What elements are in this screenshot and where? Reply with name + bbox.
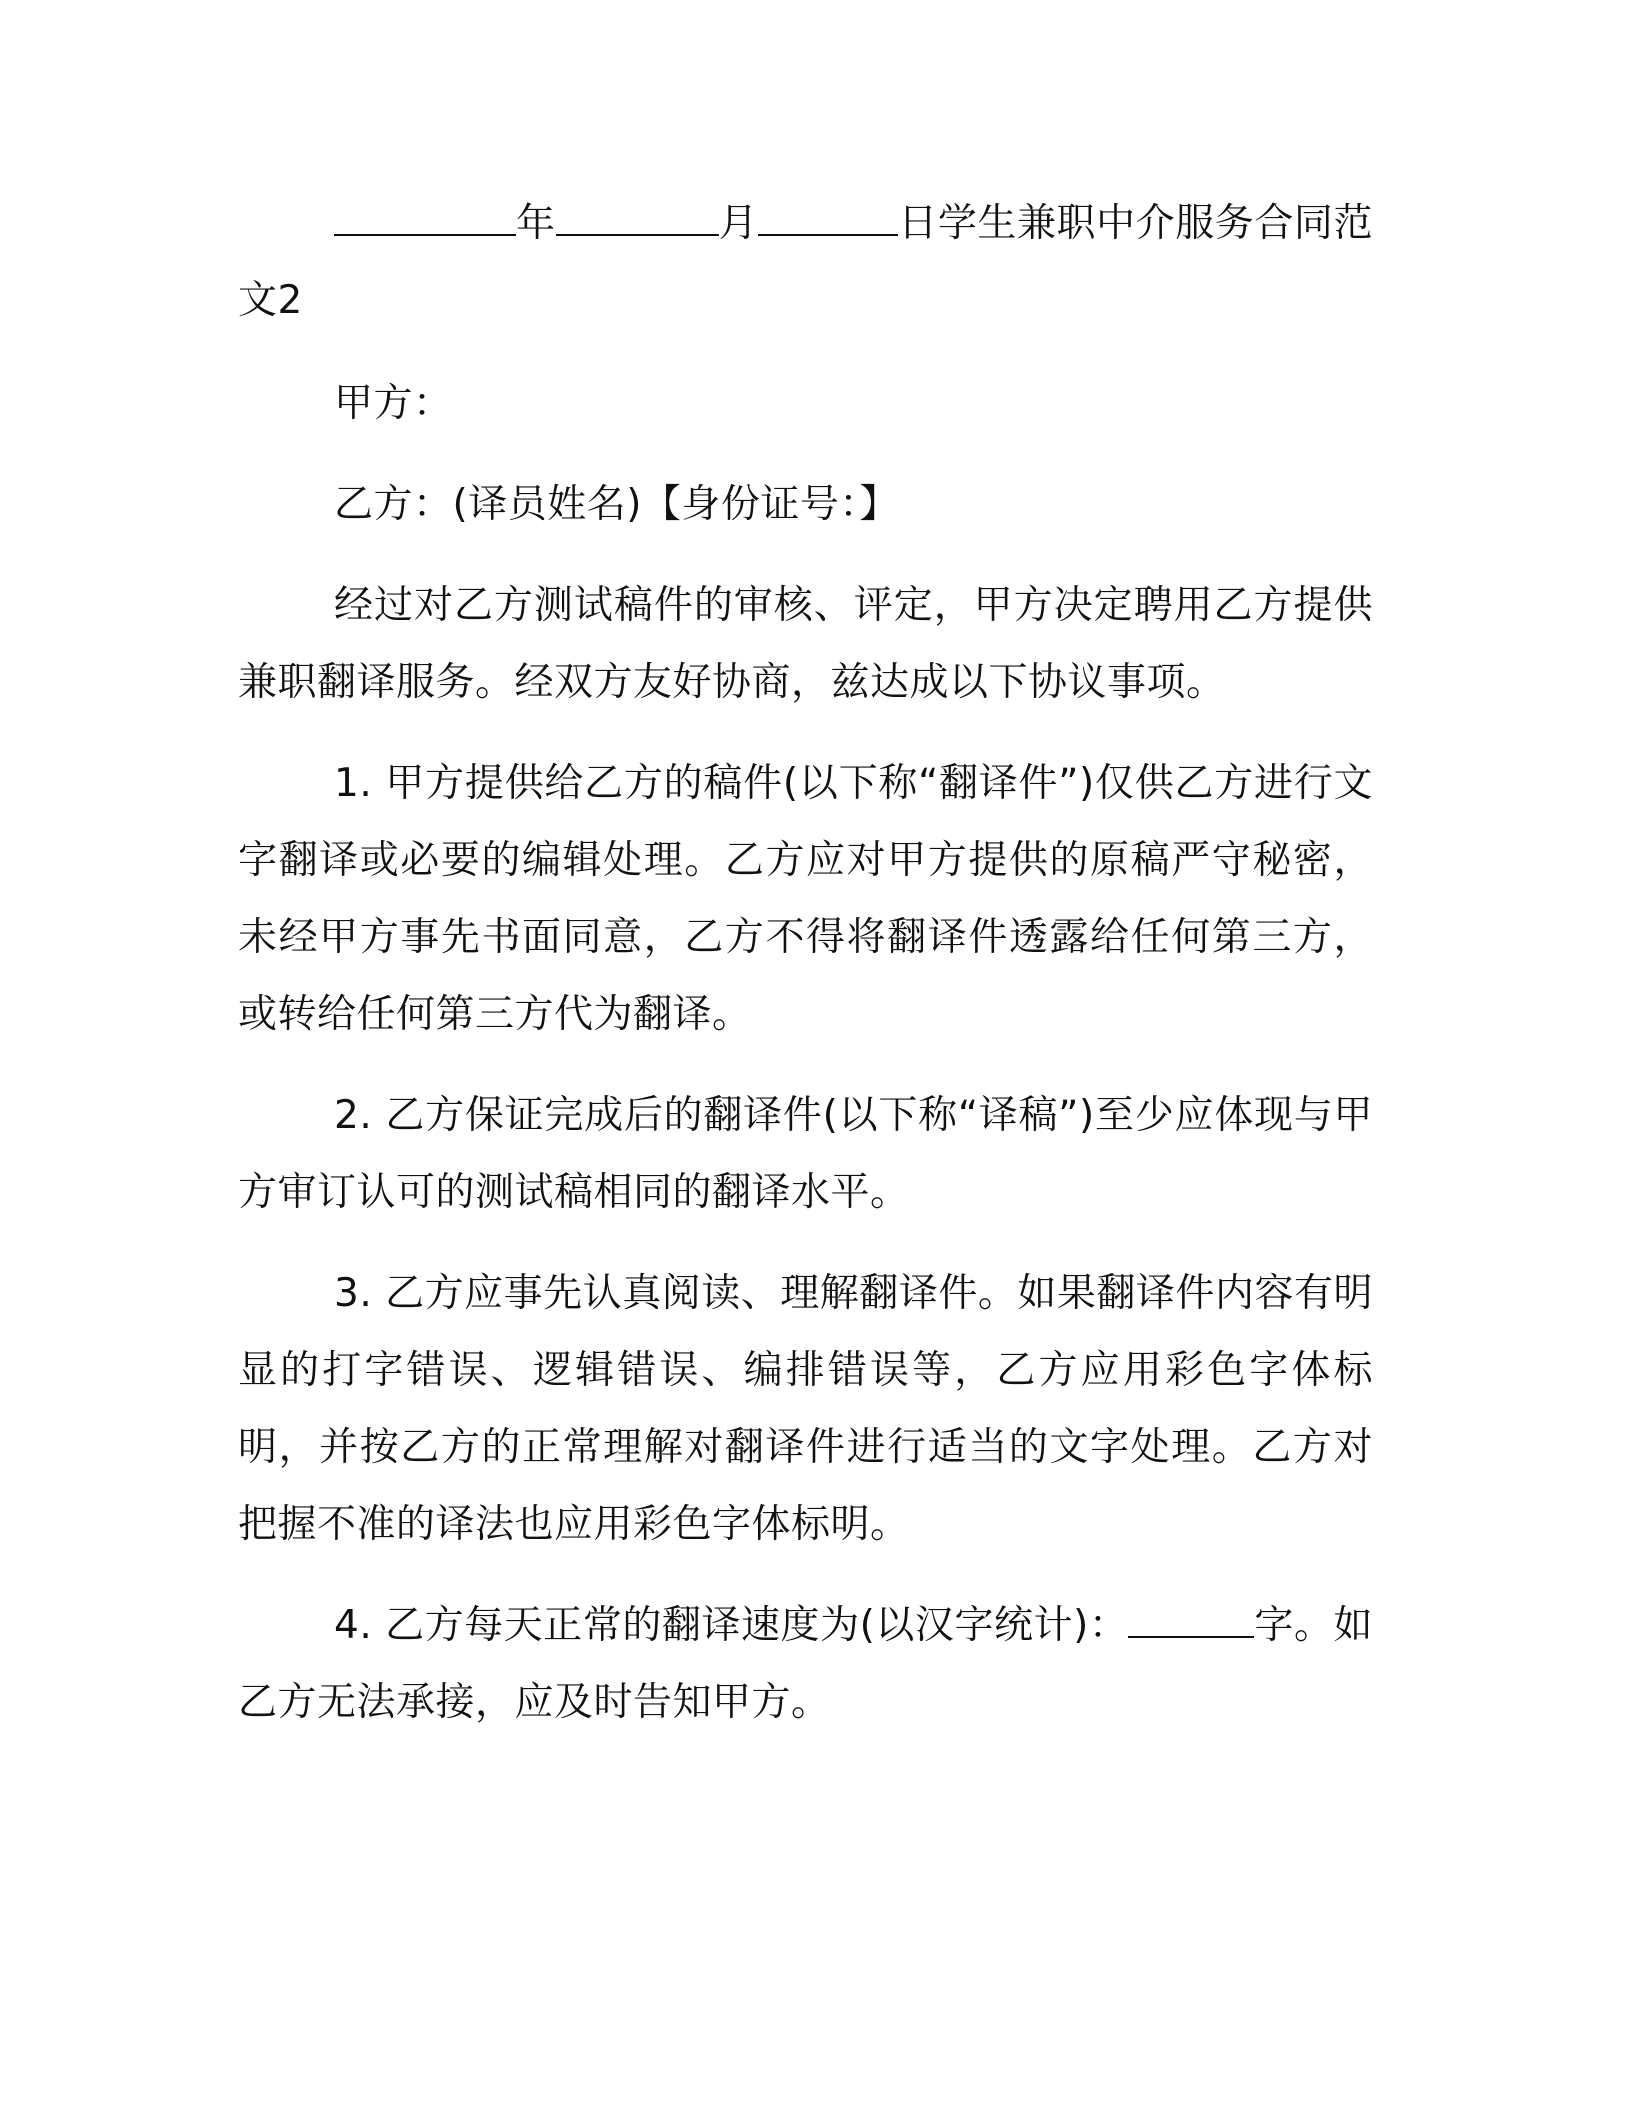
clause-1: 1. 甲方提供给乙方的稿件(以下称“翻译件”)仅供乙方进行文字翻译或必要的编辑处理。乙方应对甲方提供的原稿严守秘密，未经甲方事先书面同意，乙方不得将翻译件透露给任何第三方，或转给任何第三方代为翻译。 [238, 761, 1373, 1037]
party-b-line: 乙方：(译员姓名)【身份证号：】 [334, 482, 899, 527]
clause-4-before: 4. 乙方每天正常的翻译速度为(以汉字统计)： [334, 1603, 1129, 1648]
year-label: 年 [516, 201, 556, 246]
clause-3: 3. 乙方应事先认真阅读、理解翻译件。如果翻译件内容有明显的打字错误、逻辑错误、编排错误等，乙方应用彩色字体标明，并按乙方的正常理解对翻译件进行适当的文字处理。乙方对把握不准的译法也应用彩色字体标明。 [238, 1271, 1373, 1547]
year-blank [334, 194, 516, 236]
month-blank [556, 194, 719, 236]
clause-2: 2. 乙方保证完成后的翻译件(以下称“译稿”)至少应体现与甲方审订认可的测试稿相同的翻译水平。 [238, 1093, 1373, 1215]
day-blank [758, 194, 898, 236]
speed-blank [1128, 1596, 1254, 1638]
month-label: 月 [718, 201, 759, 246]
title-text: 日学生兼职中介服务合同范文2 [238, 201, 1373, 323]
clause-4-after: 字。如乙方无法承接，应及时告知甲方。 [238, 1603, 1373, 1725]
document-body [238, 185, 1373, 1765]
document-title [238, 185, 1373, 339]
intro-paragraph: 经过对乙方测试稿件的审核、评定，甲方决定聘用乙方提供兼职翻译服务。经双方友好协商，兹达成以下协议事项。 [238, 583, 1373, 705]
party-a-line: 甲方： [334, 381, 453, 426]
clause-4 [238, 1587, 1373, 1741]
